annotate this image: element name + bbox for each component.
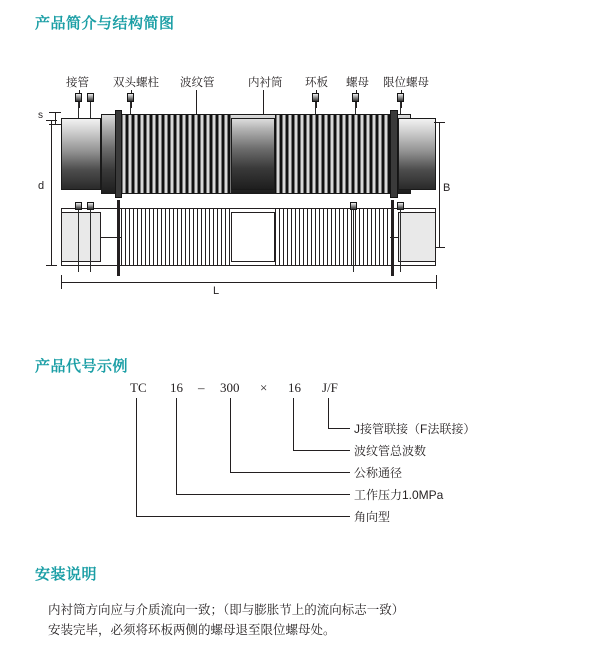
code-part-connection: J/F [322,380,338,395]
ring-plate-upper-left [115,110,122,198]
pipe-end-right [398,118,436,190]
code-connector-waves [293,450,350,451]
dim-d-tick-bottom [46,265,57,266]
ring-plate-lower-right [391,200,394,276]
callout-label-limitnut: 限位螺母 [383,77,429,89]
dimension-label-s: s [38,110,43,121]
pipe-end-left [61,118,101,190]
dim-l-tick-right [436,275,437,289]
callout-label-bellows: 波纹管 [180,77,215,89]
code-leader-connection [328,398,329,428]
callout-label-ringplate: 环板 [305,77,328,89]
callout-label-nut: 螺母 [346,77,369,89]
tie-rod-lower-right [353,210,354,272]
callout-label-pipe: 接管 [66,77,89,89]
stud-nut-right-a [312,93,319,102]
code-connector-pressure [176,494,350,495]
dim-b-line [439,122,440,247]
stud-nut-left-a [75,93,82,102]
structure-diagram [35,60,565,300]
dim-b-tick-top [434,122,445,123]
dim-s-line [55,112,56,124]
tie-rod-lower-left2 [90,210,91,272]
dimension-label-l: L [213,285,220,297]
code-desc-waves: 波纹管总波数 [354,444,427,458]
code-connector-connection [328,428,350,429]
install-line-2: 安装完毕，必须将环板两侧的螺母退至限位螺母处。 [48,623,336,637]
dimension-label-b: B [443,182,451,194]
liner-lower [231,212,275,262]
stud-nut-left-c [127,93,134,102]
code-part-waves: 16 [288,380,301,395]
tie-rod-lower-left [78,210,79,272]
code-desc-pressure: 工作压力1.0MPa [354,488,444,502]
dimension-label-d: d [38,180,45,192]
install-line-1: 内衬筒方向应与介质流向一致；（即与膨胀节上的流向标志一致） [48,603,405,617]
dim-d-line [51,120,52,265]
code-leader-diameter [230,398,231,472]
nut-lower-left-b [87,202,94,210]
code-desc-connection: J接管联接（F法联接） [354,422,476,436]
ring-plate-lower-left [117,200,120,276]
product-code-diagram [120,380,550,545]
nut-lower-right-b [397,202,404,210]
flange-lower-right [398,212,436,262]
tie-rod-lower-right2 [400,210,401,272]
bellows-upper-right [275,114,390,194]
liner-tube-upper [231,118,275,190]
code-desc-series: 角向型 [354,510,391,524]
stud-nut-left-b [87,93,94,102]
ring-plate-upper-right [390,110,398,198]
callout-label-stud: 双头螺柱 [113,77,159,89]
callout-label-liner: 内衬筒 [248,77,283,89]
code-leader-waves [293,398,294,450]
stud-nut-right-c [397,93,404,102]
bellows-lower-right [275,209,390,265]
code-part-series: TC [130,380,147,395]
stud-nut-right-b [352,93,359,102]
install-instructions [48,600,568,640]
bellows-upper-left [121,114,231,194]
code-part-pressure: 16 [170,380,183,395]
code-part-times: × [260,380,268,395]
dim-l-tick-left [61,275,62,289]
dim-d-tick-top [46,120,57,121]
bellows-lower-left [121,209,231,265]
code-leader-pressure [176,398,177,494]
code-leader-series [136,398,137,516]
nut-lower-right-a [350,202,357,210]
dim-l-line [61,282,436,283]
section-title-install: 安装说明 [35,566,98,583]
section-title-code: 产品代号示例 [35,358,129,375]
code-desc-diameter: 公称通径 [354,466,403,480]
flange-lower-left [61,212,101,262]
code-connector-series [136,516,350,517]
code-part-dash: – [198,380,205,395]
code-part-diameter: 300 [220,380,240,395]
section-title-intro: 产品简介与结构简图 [35,15,175,32]
code-connector-diameter [230,472,350,473]
nut-lower-left-a [75,202,82,210]
